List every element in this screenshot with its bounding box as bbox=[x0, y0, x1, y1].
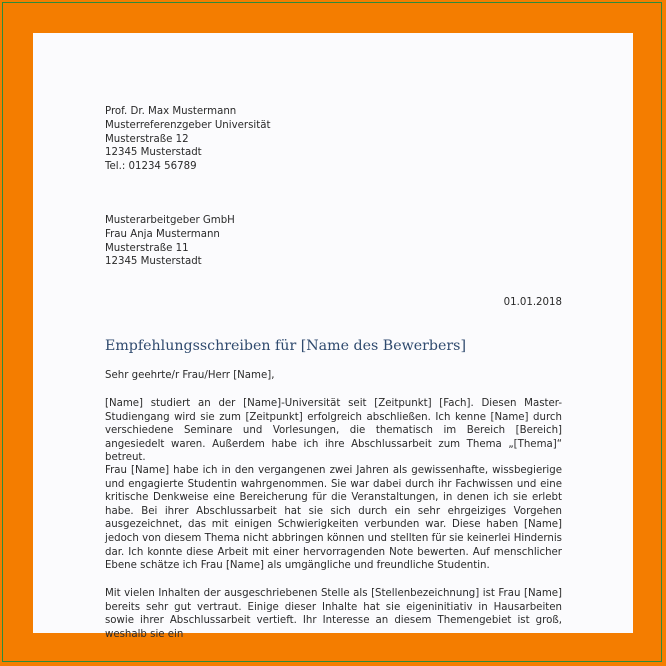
recipient-company: Musterarbeitgeber GmbH bbox=[105, 215, 235, 226]
sender-city: 12345 Musterstadt bbox=[105, 147, 202, 159]
recipient-contact: Frau Anja Mustermann bbox=[105, 228, 220, 240]
sender-address bbox=[105, 105, 270, 174]
letter-date: 01.01.2018 bbox=[503, 297, 562, 308]
paragraph-2: Frau [Name] habe ich in den vergangenen zwei Jahren als gewissenhafte, wissbegierige und engagierte Studentin wahrgenommen. Sie war dabei durch ihr Fachwissen und eine kritische Denkweise eine Bereicherung für die Veranstaltungen, in denen ich sie erlebt habe. Bei ihrer Abschlussarbeit hat sie sich durch ein sehr ehrgeiziges Vorgehen ausgezeichnet, das mit einigen Schwierigkeiten verbunden war. Diese haben [Name] jedoch von diesem Thema nicht abbringen können und stellten für sie keinerlei Hindernis dar. Ich konnte diese Arbeit mit einer hervorragenden Note bewerten. Auf menschlicher Ebene schätze ich Frau [Name] als umgängliche und freundliche Studentin. bbox=[105, 465, 562, 572]
recipient-address bbox=[105, 214, 235, 269]
salutation: Sehr geehrte/r Frau/Herr [Name], bbox=[105, 370, 275, 381]
sender-institution: Musterreferenzgeber Universität bbox=[105, 119, 271, 131]
sender-street: Musterstraße 12 bbox=[105, 133, 189, 145]
sender-name: Prof. Dr. Max Mustermann bbox=[105, 106, 237, 117]
recipient-city: 12345 Musterstadt bbox=[105, 256, 202, 268]
letter-title: Empfehlungsschreiben für [Name des Bewerbers] bbox=[105, 338, 466, 354]
paragraph-1: [Name] studiert an der [Name]-Universität seit [Zeitpunkt] [Fach]. Diesen Master-Studiengang wird sie zum [Zeitpunkt] erfolgreich abschließen. Ich kenne [Name] durch verschiedene Seminare und Vorlesungen, die thematisch im Bereich [Bereich] angesiedelt waren. Außerdem habe ich ihre Abschlussarbeit zum Thema „[Thema]“ betreut. bbox=[105, 398, 562, 464]
sender-phone: Tel.: 01234 56789 bbox=[105, 161, 197, 173]
paragraph-3: Mit vielen Inhalten der ausgeschriebenen Stelle als [Stellenbezeichnung] ist Frau [Name] bereits sehr gut vertraut. Einige dieser Inhalte hat sie eigeninitiativ in Hausarbeiten sowie ihrer Abschlussarbeit vertieft. Ihr Interesse an diesem Themengebiet ist groß, weshalb sie ein bbox=[105, 588, 562, 640]
recipient-street: Musterstraße 11 bbox=[105, 242, 189, 254]
letter-page bbox=[33, 33, 633, 640]
